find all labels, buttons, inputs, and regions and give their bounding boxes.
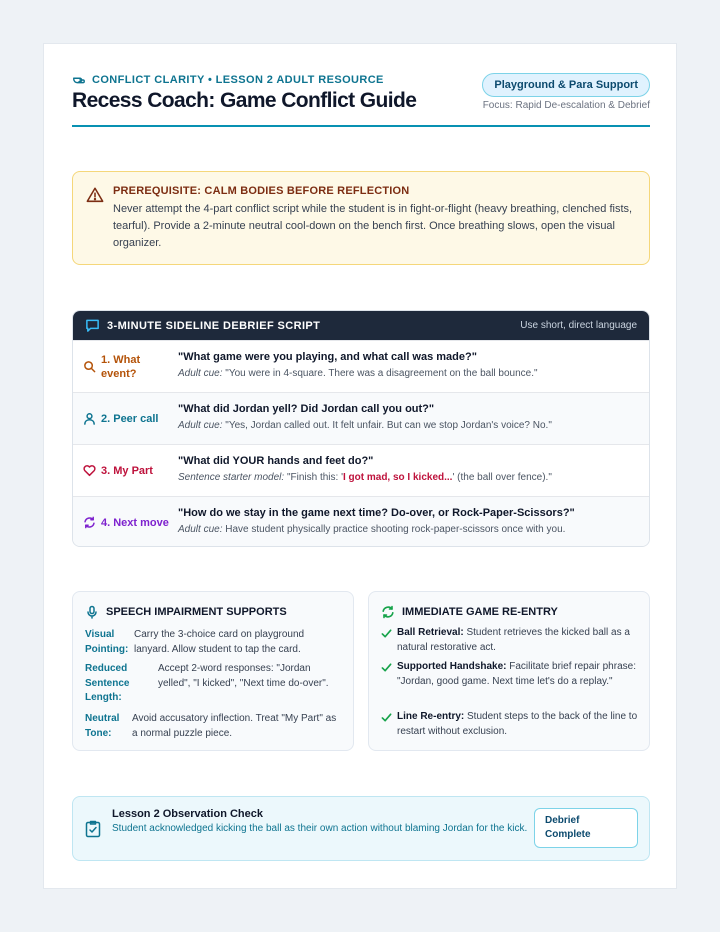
cue-text: "You were in 4-square. There was a disagreement on the ball bounce." (222, 368, 538, 379)
prerequisite-body: Never attempt the 4-part conflict script while the student is in fight-or-flight (heavy breathing, clenched fists, tearful). Provide a 2-minute neutral cool-down on the bench first. Once breathing slows, open the visual organizer. (113, 203, 633, 249)
focus-note: Focus: Rapid De-escalation & Debrief (482, 100, 650, 111)
script-row (73, 444, 649, 496)
warning-triangle-icon (86, 186, 104, 204)
support-text: Carry the 3-choice card on playground lanyard. Allow student to tap the card. (134, 629, 305, 655)
microphone-icon (85, 605, 99, 619)
speech-supports-title (85, 605, 287, 619)
debrief-script-table (72, 310, 650, 547)
row-label (83, 341, 173, 392)
reentry-item (381, 626, 639, 655)
clipboard-check-icon (85, 820, 101, 838)
cue-prefix: Adult cue: (178, 420, 223, 431)
row-question: "How do we stay in the game next time? Do-over, or Rock-Paper-Scissors?" (178, 507, 575, 519)
row-question: "What did Jordan yell? Did Jordan call you out?" (178, 403, 435, 415)
reentry-text: Student retrieves the kicked ball as a natural restorative act. (397, 627, 630, 653)
reentry-text: Facilitate brief repair phrase: "Jordan, good game. Next time let's do a replay." (397, 661, 636, 687)
row-cue (178, 368, 538, 379)
speech-bubble-icon (85, 318, 100, 333)
row-label-text: 4. Next move (101, 516, 169, 529)
row-cue (178, 524, 565, 535)
heart-icon (83, 464, 96, 477)
support-text: Avoid accusatory inflection. Treat "My Part" as a normal puzzle piece. (132, 713, 337, 739)
cue-prefix: Adult cue: (178, 524, 223, 535)
row-label-text: 3. My Part (101, 464, 153, 477)
support-badge: Playground & Para Support (482, 73, 650, 97)
prerequisite-callout (72, 171, 650, 265)
script-row (73, 392, 649, 444)
debrief-complete-button[interactable]: Debrief Complete (534, 808, 638, 848)
reentry-term: Ball Retrieval: (397, 627, 464, 638)
refresh-icon (83, 516, 96, 529)
checkmark-icon (381, 712, 392, 723)
script-row (73, 340, 649, 392)
support-term: Reduced Sentence Length: (85, 663, 130, 703)
reentry-text: Student steps to the back of the line to restart without exclusion. (397, 711, 638, 737)
support-term: Neutral Tone: (85, 713, 120, 739)
checkmark-icon (381, 628, 392, 639)
observation-check (72, 796, 650, 861)
prerequisite-title: PREREQUISITE: CALM BODIES BEFORE REFLECTION (113, 185, 410, 197)
support-item (85, 712, 343, 741)
speech-supports-card (72, 591, 354, 751)
support-item (85, 662, 343, 706)
row-label (83, 497, 173, 547)
hand-pointer-icon (72, 73, 86, 87)
reentry-term: Line Re-entry: (397, 711, 465, 722)
search-icon (83, 360, 96, 373)
cue-text: "Yes, Jordan called out. It felt unfair. But can we stop Jordan's voice? No." (222, 420, 552, 431)
cue-prefix: Adult cue: (178, 368, 223, 379)
eyebrow (72, 73, 384, 87)
row-label (83, 445, 173, 496)
script-header (73, 311, 649, 340)
checkmark-icon (381, 662, 392, 673)
speech-supports-title-text: SPEECH IMPAIRMENT SUPPORTS (106, 606, 287, 618)
person-icon (83, 412, 96, 425)
reentry-term: Supported Handshake: (397, 661, 507, 672)
observation-title: Lesson 2 Observation Check (112, 808, 263, 820)
cue-text: Have student physically practice shooting rock-paper-scissors once with you. (222, 524, 566, 535)
row-question: "What did YOUR hands and feet do?" (178, 455, 374, 467)
game-reentry-card (368, 591, 650, 751)
reentry-item (381, 710, 639, 739)
cue-suffix: ' (the ball over fence)." (452, 472, 552, 483)
eyebrow-text: CONFLICT CLARITY • LESSON 2 ADULT RESOURCE (92, 74, 384, 86)
cue-text: "Finish this: ' (284, 472, 343, 483)
row-cue (178, 472, 552, 483)
script-row (73, 496, 649, 547)
cue-highlight: I got mad, so I kicked... (342, 472, 453, 483)
row-question: "What game were you playing, and what call was made?" (178, 351, 477, 363)
observation-body: Student acknowledged kicking the ball as their own action without blaming Jordan for the kick. (112, 823, 528, 834)
resource-page (43, 43, 677, 889)
reentry-item (381, 660, 639, 689)
row-cue (178, 420, 552, 431)
script-note: Use short, direct language (520, 320, 637, 331)
page-header (72, 71, 650, 127)
support-term: Visual Pointing: (85, 629, 129, 655)
script-title: 3-MINUTE SIDELINE DEBRIEF SCRIPT (107, 319, 321, 332)
cue-prefix: Sentence starter model: (178, 472, 285, 483)
support-item (85, 628, 315, 657)
game-reentry-title (381, 605, 558, 619)
game-reentry-title-text: IMMEDIATE GAME RE-ENTRY (402, 606, 558, 618)
row-label-text: 2. Peer call (101, 412, 159, 425)
support-text: Accept 2-word responses: "Jordan yelled", "I kicked", "Next time do-over". (158, 663, 329, 689)
row-label-text: 1. What event? (101, 353, 141, 380)
cycle-arrows-icon (381, 605, 395, 619)
page-title: Recess Coach: Game Conflict Guide (72, 89, 417, 112)
row-label (83, 393, 173, 444)
